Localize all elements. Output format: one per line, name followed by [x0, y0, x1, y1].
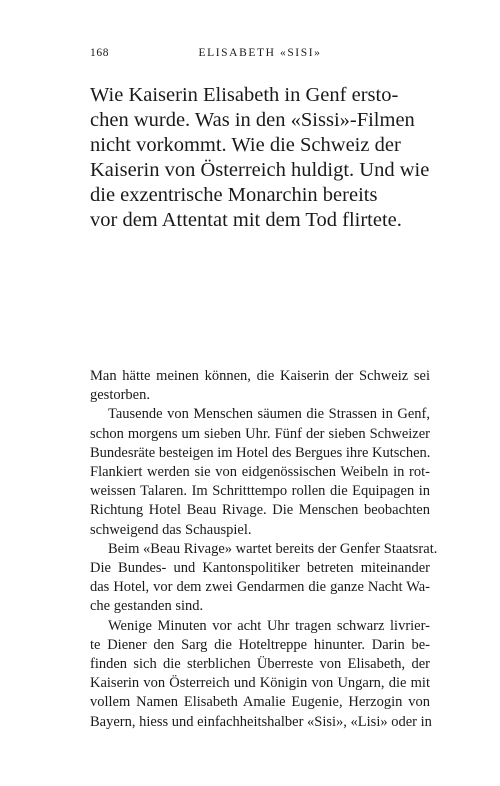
text-line: vollem Namen Elisabeth Amalie Eugenie, Herzogin von	[90, 694, 430, 711]
text-line: Bundesräte besteigen im Hotel des Bergues ihre Kutschen.	[90, 444, 431, 461]
text-line: Wenige Minuten vor acht Uhr tragen schwarz livrier-	[108, 617, 430, 634]
text-line: che gestanden sind.	[90, 598, 204, 615]
intro-line: Kaiserin von Österreich huldigt. Und wie	[90, 159, 430, 181]
text-line: weissen Talaren. Im Schritttempo rollen die Equipagen in	[90, 483, 430, 500]
text-line: Richtung Hotel Beau Rivage. Die Menschen beobachten	[90, 502, 430, 519]
text-line: das Hotel, vor dem zwei Gendarmen die ganze Nacht Wa-	[90, 579, 430, 596]
text-line: Tausende von Menschen säumen die Strassen in Genf,	[108, 406, 430, 423]
text-line: schweigend das Schauspiel.	[90, 521, 252, 538]
intro-line: nicht vorkommt. Wie die Schweiz der	[90, 134, 401, 156]
chapter-intro	[90, 83, 435, 233]
text-line: gestorben.	[90, 387, 150, 404]
text-line: Kaiserin von Österreich und Königin von Ungarn, die mit	[90, 675, 430, 692]
intro-line: vor dem Attentat mit dem Tod flirtete.	[90, 209, 402, 231]
text-line: schon morgens um sieben Uhr. Fünf der sieben Schweizer	[90, 425, 430, 442]
intro-line: Wie Kaiserin Elisabeth in Genf ersto-	[90, 84, 399, 106]
page-number: 168	[90, 47, 110, 59]
text-line: te Diener den Sarg die Hoteltreppe hinunter. Darin be-	[90, 636, 430, 653]
running-title: ELISABETH «SISI»	[198, 47, 322, 59]
intro-line: die exzentrische Monarchin bereits	[90, 184, 378, 206]
intro-line: chen wurde. Was in den «Sissi»-Filmen	[90, 109, 415, 131]
text-line: finden sich die sterblichen Überreste von Elisabeth, der	[90, 656, 430, 673]
text-line: Man hätte meinen können, die Kaiserin der Schweiz sei	[90, 368, 430, 384]
body-text	[90, 367, 438, 732]
running-head	[90, 47, 430, 65]
text-line: Flankiert werden sie von eidgenössischen Weibeln in rot-	[90, 464, 430, 481]
text-line: Beim «Beau Rivage» wartet bereits der Genfer Staatsrat.	[108, 540, 438, 557]
text-line: Die Bundes- und Kantonspolitiker betreten miteinander	[90, 560, 430, 577]
text-line: Bayern, hiess und einfachheitshalber «Sisi», «Lisi» oder in	[90, 713, 432, 730]
